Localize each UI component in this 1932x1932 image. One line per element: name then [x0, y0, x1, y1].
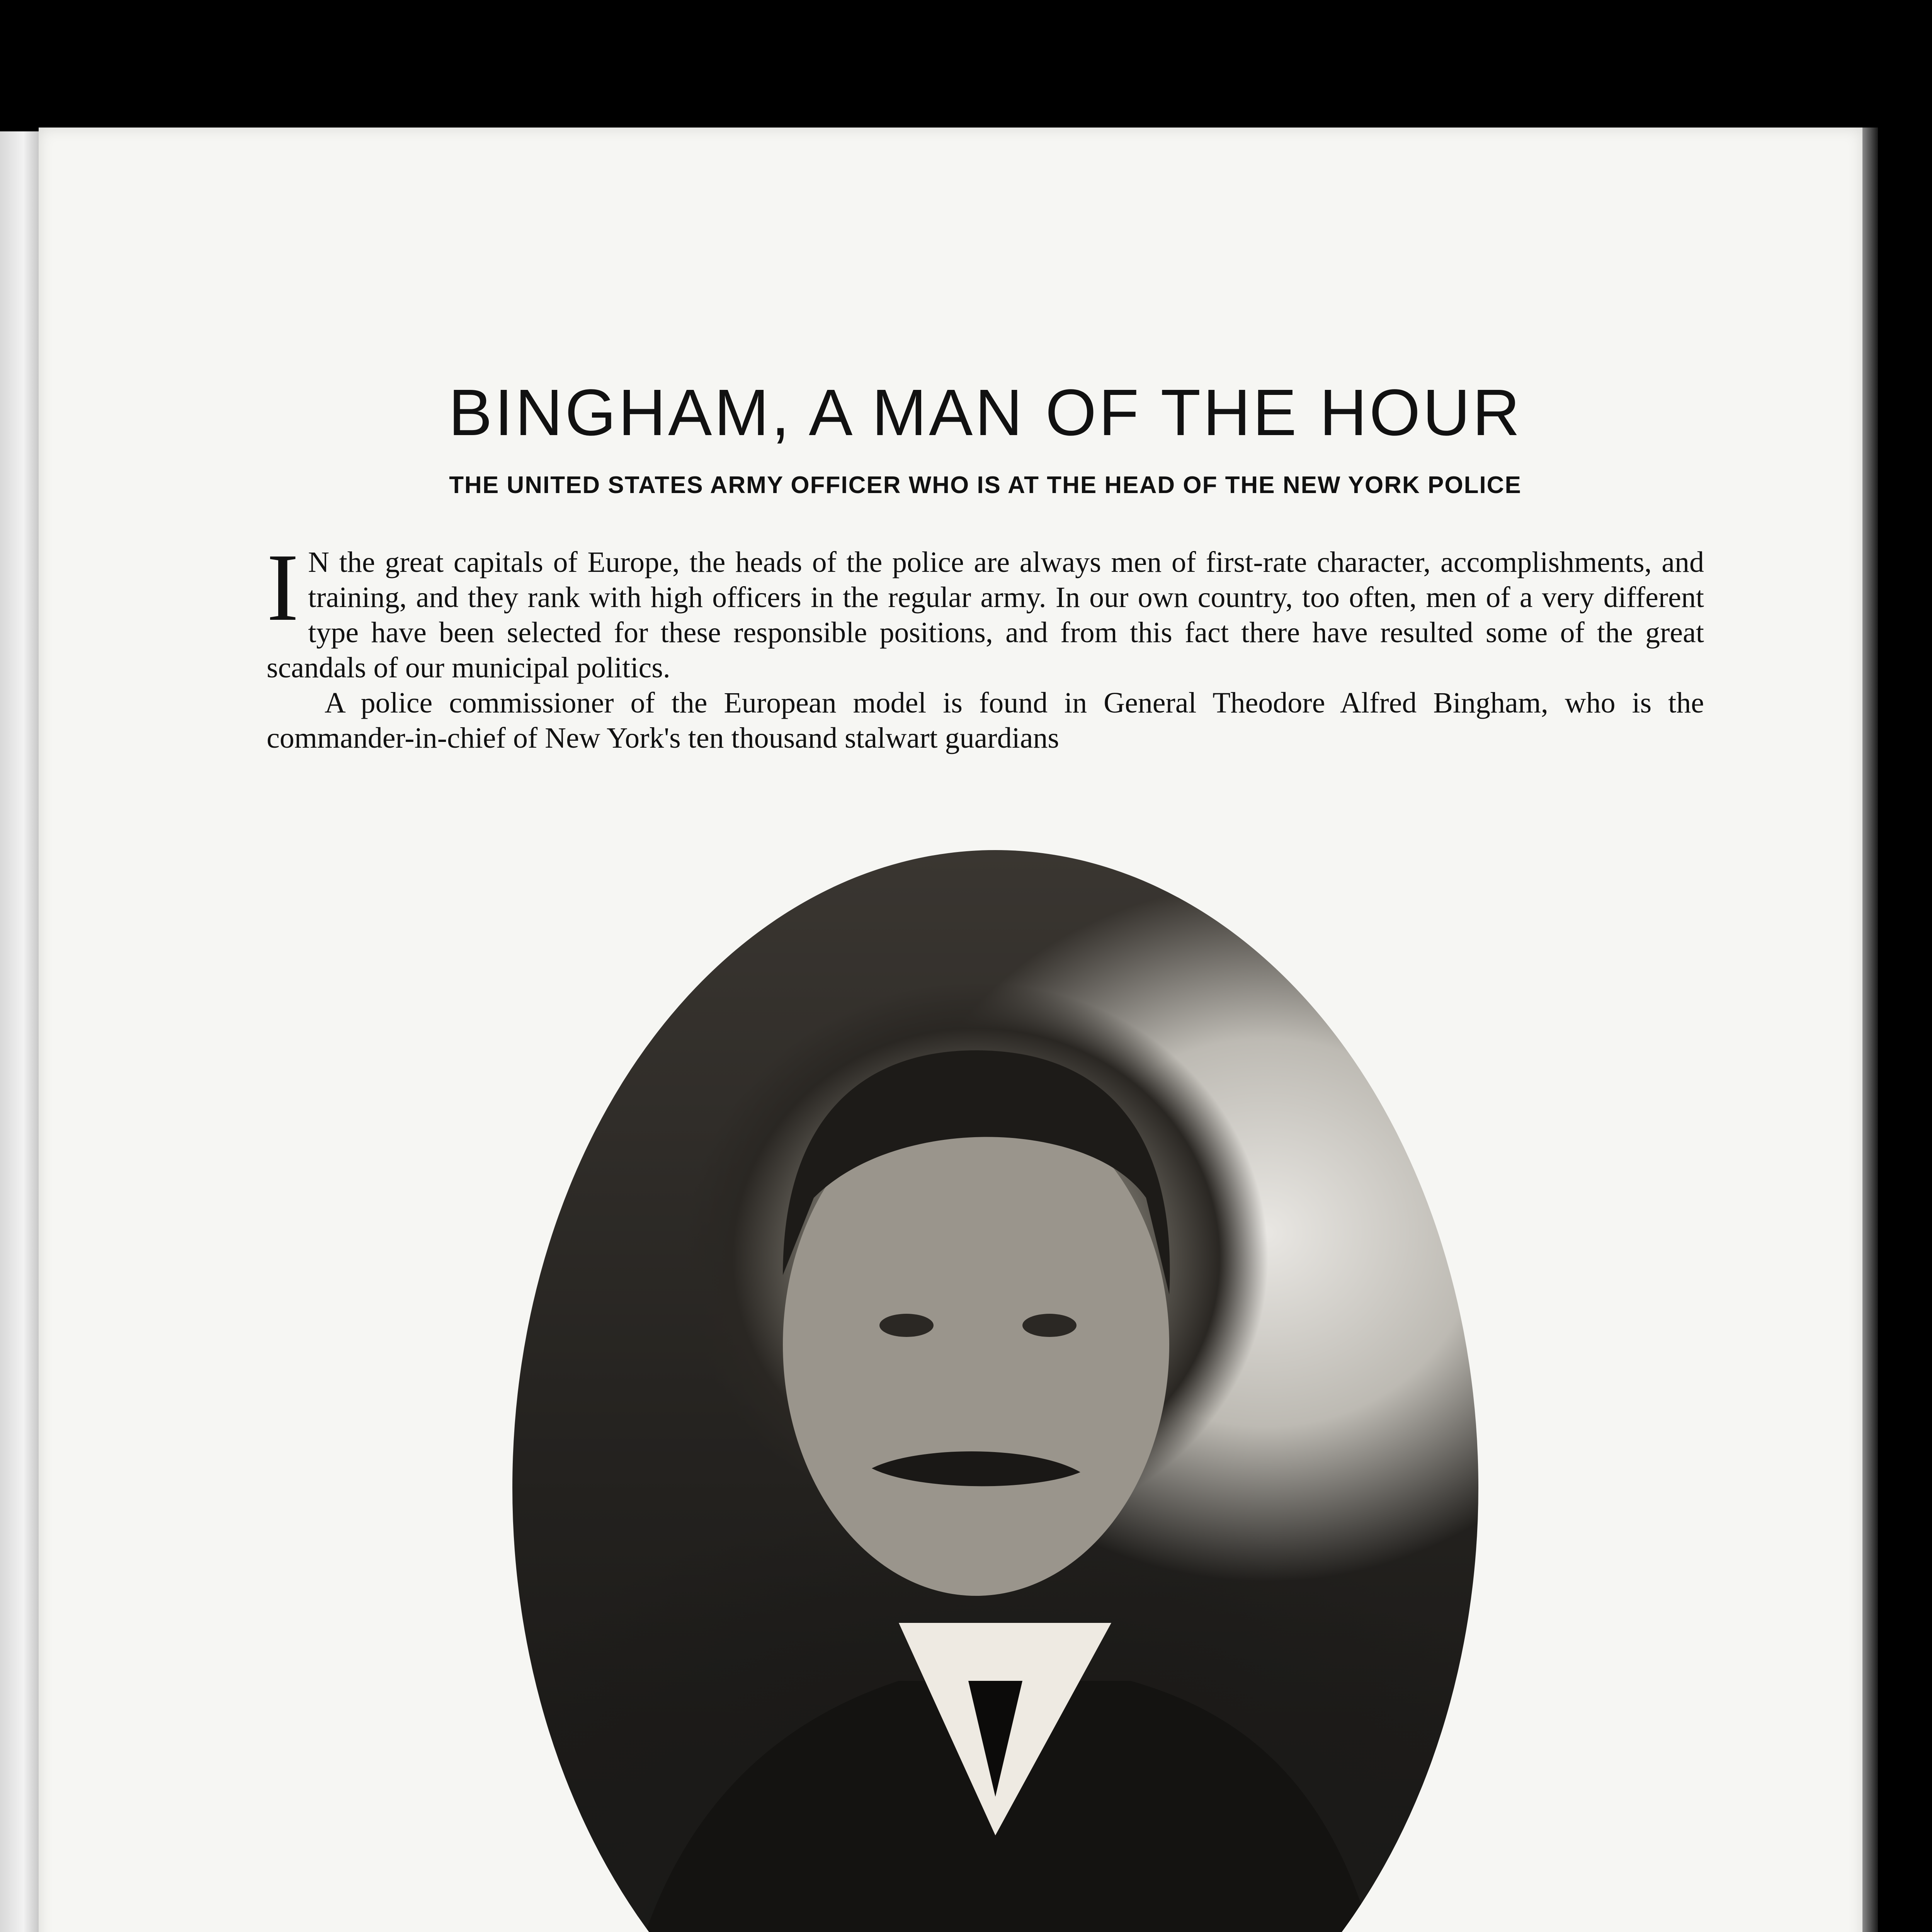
intro-text: [267, 534, 1704, 756]
intro-paragraph-1: [267, 534, 1704, 685]
book-binding-edge: [0, 131, 45, 1932]
article-title: BINGHAM, A MAN OF THE HOUR: [448, 376, 1522, 449]
portrait-figure: [512, 850, 1478, 1932]
page-right-edge: [1862, 128, 1878, 1932]
intro-paragraph-1-text: N the great capitals of Europe, the heads of the police are always men of first-rate character, accomplishments, and training, and they rank with high officers in the regular army. In our own country, too often, men of a very different type have been selected for these responsible positions, and from this fact there have resulted some of the great scandals of our municipal politics.: [267, 546, 1704, 684]
magazine-page: [39, 128, 1862, 1932]
portrait-left-eye: [879, 1314, 934, 1337]
article-subtitle: THE UNITED STATES ARMY OFFICER WHO IS AT THE HEAD OF THE NEW YORK POLICE: [449, 472, 1522, 498]
portrait-right-eye: [1022, 1314, 1077, 1337]
portrait-photograph: [512, 850, 1478, 1932]
drop-cap: I: [267, 534, 299, 641]
intro-paragraph-2: A police commissioner of the European model is found in General Theodore Alfred Bingham, who is the commander-in-chief of New York's ten thousand stalwart guardians: [267, 687, 1704, 754]
